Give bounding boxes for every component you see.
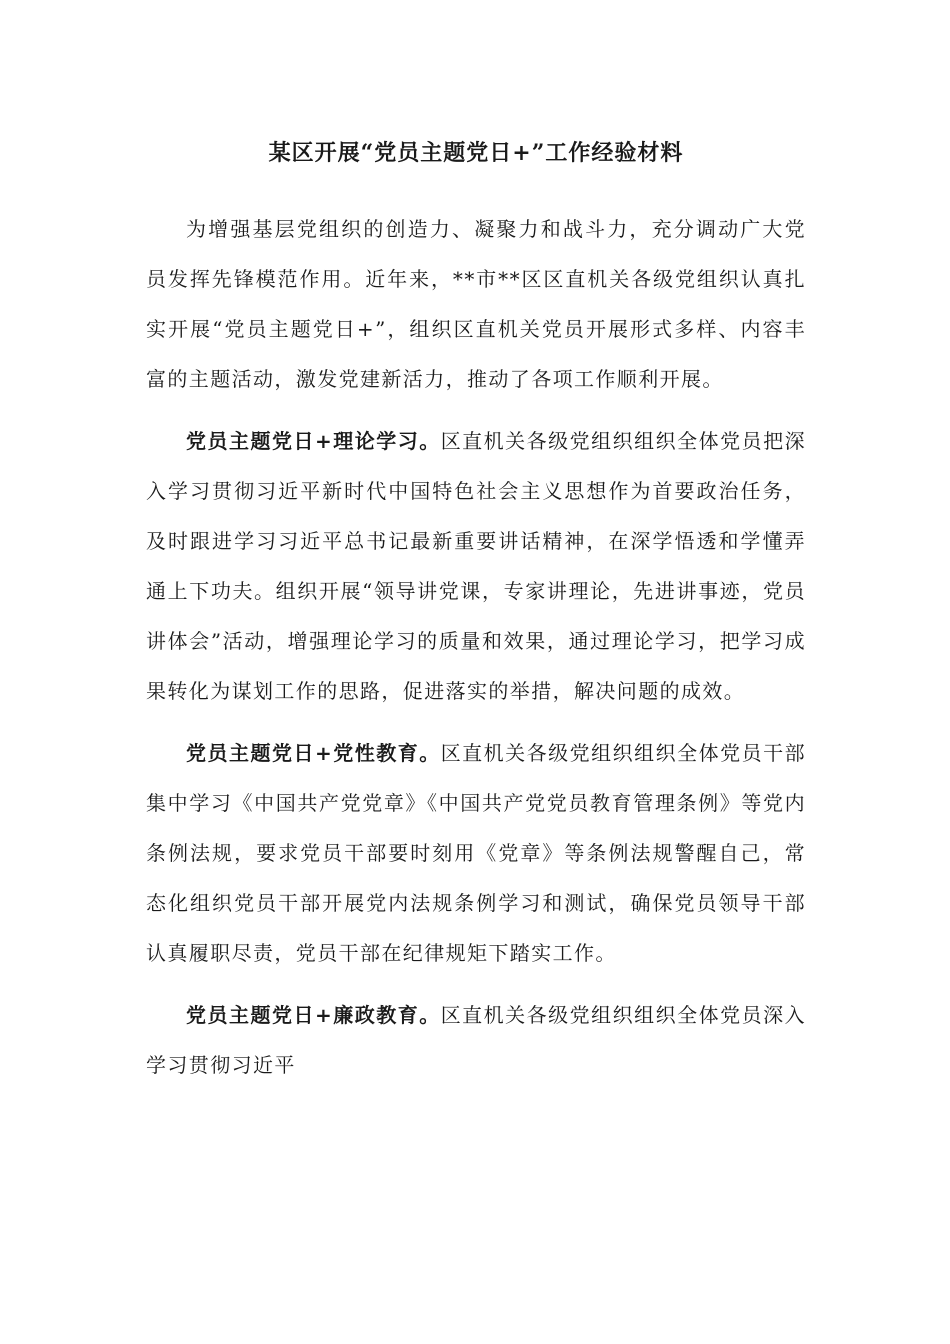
section-integrity-education [146, 990, 806, 1090]
document-page [146, 130, 806, 1102]
section-body: 区直机关各级党组织组织全体党员干部集中学习《中国共产党党章》《中国共产党党员教育管理条例》等党内条例法规，要求党员干部要时刻用《党章》等条例法规警醒自己，常态化组织党员干部开展党内法规条例学习和测试，确保党员领导干部认真履职尽责，党员干部在纪律规矩下踏实工作。 [146, 741, 806, 965]
section-heading: 党员主题党日+廉政教育。 [186, 1003, 441, 1027]
section-party-education [146, 728, 806, 978]
intro-paragraph: 为增强基层党组织的创造力、凝聚力和战斗力，充分调动广大党员发挥先锋模范作用。近年来，**市**区区直机关各级党组织认真扎实开展“党员主题党日+”，组织区直机关党员开展形式多样、内容丰富的主题活动，激发党建新活力，推动了各项工作顺利开展。 [146, 217, 806, 391]
document-title: 某区开展“党员主题党日+”工作经验材料 [268, 140, 684, 166]
section-body: 区直机关各级党组织组织全体党员把深入学习贯彻习近平新时代中国特色社会主义思想作为首要政治任务，及时跟进学习习近平总书记最新重要讲话精神，在深学悟透和学懂弄通上下功夫。组织开展“领导讲党课，专家讲理论，先进讲事迹，党员讲体会”活动，增强理论学习的质量和效果，通过理论学习，把学习成果转化为谋划工作的思路，促进落实的举措，解决问题的成效。 [146, 429, 806, 703]
section-body: 区直机关各级党组织组织全体党员深入学习贯彻习近平 [146, 1003, 806, 1077]
section-heading: 党员主题党日+理论学习。 [186, 429, 441, 453]
section-heading: 党员主题党日+党性教育。 [186, 741, 441, 765]
section-theory-study [146, 416, 806, 716]
